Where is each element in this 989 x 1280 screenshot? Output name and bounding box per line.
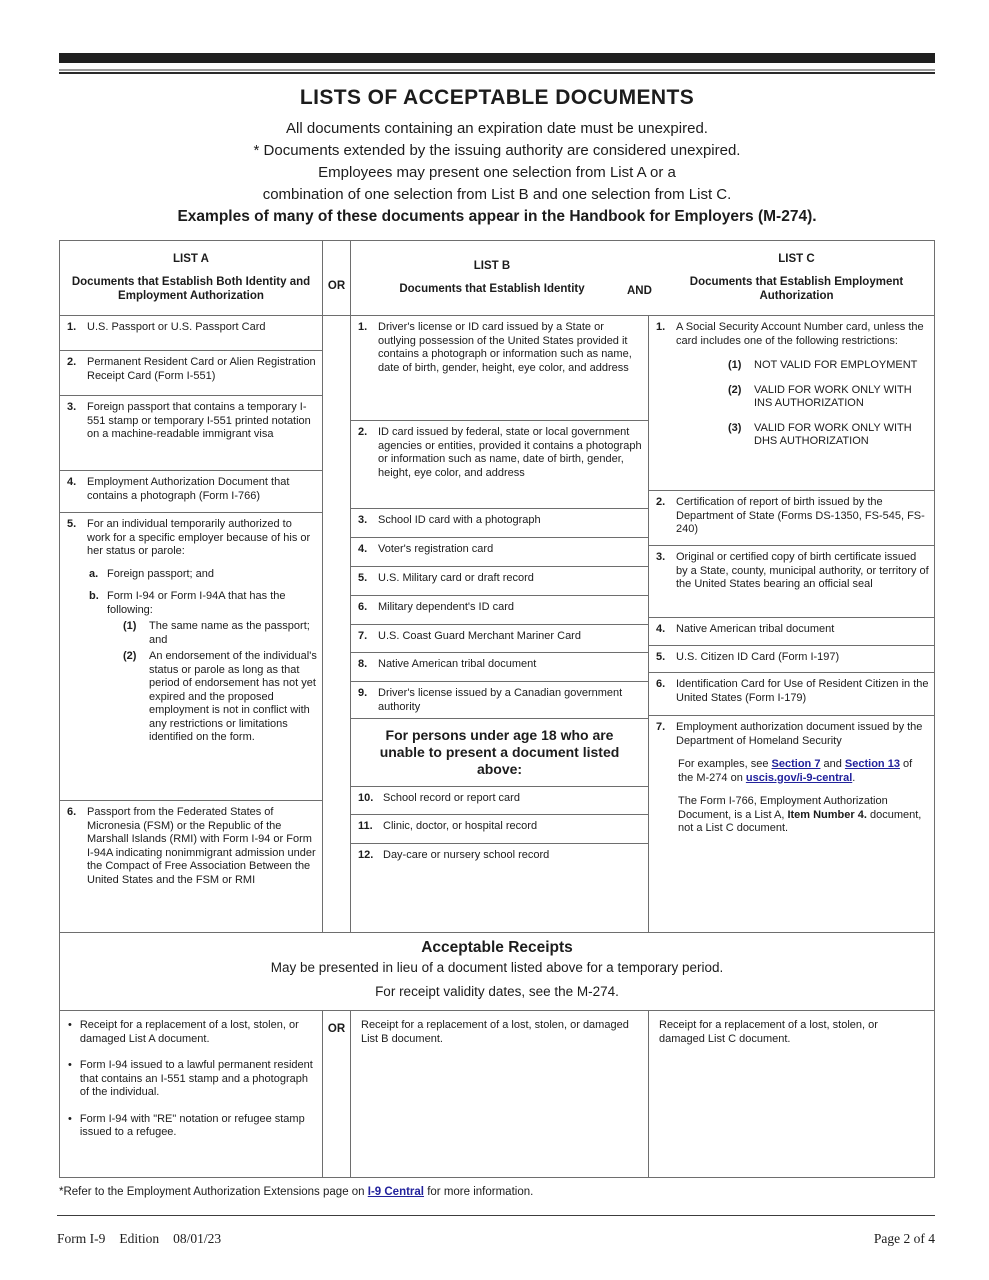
list-b-c-header-cells bbox=[351, 241, 934, 315]
list-c-restriction-1: (1) NOT VALID FOR EMPLOYMENT bbox=[728, 359, 918, 371]
receipts-list-a-bullet-1: • Receipt for a replacement of a lost, stolen, or damaged List A document. bbox=[68, 1019, 299, 1045]
list-c-restriction-3: (3) VALID FOR WORK ONLY WITH DHS AUTHORIZATION bbox=[728, 421, 912, 447]
section-13-link[interactable]: Section 13 bbox=[844, 758, 900, 770]
acceptable-receipts-line-2: For receipt validity dates, see the M-274. bbox=[375, 984, 619, 1000]
list-b-item-10: 10. School record or report card bbox=[351, 787, 648, 815]
receipts-list-c-cell: Receipt for a replacement of a lost, stolen, or damaged List C document. bbox=[659, 1019, 878, 1045]
list-c-item-1: 1. A Social Security Account Number card, unless the card includes one of the following restrictions: (1) NOT VALID FOR EMPLOYMENT (2) VALID FOR WORK ONLY WITH INS AUTHORIZATION (3) VALID FOR WORK ONLY WITH DHS AUTHORIZATION bbox=[649, 316, 934, 491]
list-a-item-1: 1. U.S. Passport or U.S. Passport Card bbox=[60, 316, 322, 351]
list-a-item-5-text: For an individual temporarily authorized to work for a specific employer because of his or her status or parole: bbox=[87, 518, 311, 557]
list-c-item-7-examples: For examples, see Section 7 and Section 13 of the M-274 on uscis.gov/i-9-central. bbox=[678, 758, 913, 784]
or-spacer-column bbox=[323, 316, 351, 932]
list-b-item-4: 4. Voter's registration card bbox=[351, 538, 648, 567]
header-bold-note: Examples of many of these documents appear in the Handbook for Employers (M-274). bbox=[177, 208, 817, 225]
list-a-item-6: 6. Passport from the Federated States of Micronesia (FSM) or the Republic of the Marshall Islands (RMI) with Form I-94 or Form I-94A indicating nonimmigrant admission under the Compact of Free Association Between the United States and the FSM or RMI bbox=[67, 806, 316, 886]
footer-rule bbox=[57, 1215, 935, 1216]
or-header-cell: OR bbox=[323, 241, 351, 315]
list-b-item-3: 3. School ID card with a photograph bbox=[351, 509, 648, 538]
list-b-under18-header: For persons under age 18 who are unable to present a document listed above: bbox=[351, 719, 648, 787]
list-c-item-7: 7. Employment authorization document issued by the Department of Homeland Security For examples, see Section 7 and Section 13 of the M-274 on uscis.gov/i-9-central. The Form I-766, Employment Authorization Document, is a List A, Item Number 4. document, not a List C document. bbox=[649, 716, 934, 932]
header-line-2: * Documents extended by the issuing authority are considered unexpired. bbox=[253, 142, 741, 159]
list-b-header-cell bbox=[351, 241, 649, 315]
page-footer bbox=[57, 1231, 935, 1247]
list-c-item-7-text: Employment authorization document issued by the Department of Homeland Security bbox=[676, 721, 923, 747]
list-c-item-2: 2. Certification of report of birth issued by the Department of State (Forms DS-1350, FS-545, FS-240) bbox=[649, 491, 934, 546]
extensions-footnote: *Refer to the Employment Authorization Extensions page on I-9 Central for more information. bbox=[59, 1186, 534, 1198]
edition-date: 08/01/23 bbox=[173, 1231, 222, 1246]
form-number: Form I-9 bbox=[57, 1231, 106, 1246]
header-line-1: All documents containing an expiration date must be unexpired. bbox=[286, 120, 708, 137]
list-b-column bbox=[351, 316, 649, 932]
list-a-title: LIST A bbox=[173, 252, 209, 265]
bullet-icon: • bbox=[68, 1059, 72, 1071]
top-rule-gray bbox=[59, 69, 935, 71]
page-number: Page 2 of 4 bbox=[873, 1231, 935, 1246]
list-b-item-2: 2. ID card issued by federal, state or local government agencies or entities, provided it contains a photograph or information such as name, date of birth, gender, height, eye color, and address bbox=[351, 421, 648, 509]
footer-left bbox=[57, 1231, 221, 1247]
list-a-item-5a: a. Foreign passport; and bbox=[89, 567, 215, 580]
and-label: AND bbox=[627, 285, 652, 297]
uscis-i9-central-link[interactable]: uscis.gov/i-9-central bbox=[745, 771, 853, 784]
receipts-list-b-cell: Receipt for a replacement of a lost, stolen, or damaged List B document. bbox=[351, 1011, 649, 1177]
header-line-3: Employees may present one selection from List A or a bbox=[318, 164, 676, 181]
list-a-item-4: 4. Employment Authorization Document that contains a photograph (Form I-766) bbox=[60, 471, 322, 513]
header-line-4: combination of one selection from List B and one selection from List C. bbox=[262, 186, 732, 203]
list-b-item-11: 11. Clinic, doctor, or hospital record bbox=[351, 815, 648, 844]
list-c-header-cell bbox=[649, 241, 934, 315]
list-c-column bbox=[649, 316, 934, 932]
top-rule-black bbox=[59, 72, 935, 74]
top-black-bar bbox=[59, 53, 935, 63]
list-a-item-5: 5. For an individual temporarily authorized to work for a specific employer because of his or her status or parole: a. Foreign passport; and b. Form I-94 or Form I-94A that has the following: (1) The same name as the passport; and (2) An endorsement of the individual's status or parole as long as that period of endorsement has not yet expired and the proposed employment is not in conflict with any restrictions or limitations identified on the form. bbox=[60, 513, 322, 801]
list-b-item-7: 7. U.S. Coast Guard Merchant Mariner Card bbox=[351, 625, 648, 653]
list-b-subtitle: Documents that Establish Identity bbox=[399, 283, 585, 296]
list-b-item-5: 5. U.S. Military card or draft record bbox=[351, 567, 648, 596]
list-b-item-9: 9. Driver's license issued by a Canadian government authority bbox=[351, 682, 648, 719]
page-title: LISTS OF ACCEPTABLE DOCUMENTS bbox=[299, 86, 695, 109]
receipts-list-a-bullet-3: • Form I-94 with "RE" notation or refugee stamp issued to a refugee. bbox=[68, 1112, 305, 1138]
list-c-title: LIST C bbox=[778, 252, 815, 265]
acceptable-documents-table bbox=[59, 240, 935, 1178]
section-7-link[interactable]: Section 7 bbox=[771, 758, 821, 770]
list-b-item-12: 12. Day-care or nursery school record bbox=[358, 849, 550, 861]
edition-label: Edition bbox=[119, 1231, 160, 1246]
list-a-header-cell bbox=[60, 241, 323, 315]
receipts-list-a-bullet-2: • Form I-94 issued to a lawful permanent resident that contains an I-551 stamp and a photograph of the individual. bbox=[68, 1059, 313, 1098]
receipts-list-a-cell bbox=[60, 1011, 323, 1177]
acceptable-receipts-line-1: May be presented in lieu of a document listed above for a temporary period. bbox=[270, 960, 724, 976]
list-a-item-5b: b. Form I-94 or Form I-94A that has the following: (1) The same name as the passport; and (2) An endorsement of the individual's status or parole as long as that period of endorsement has not yet expired and the proposed employment is not in conflict with any restrictions or limitations identified on the form. bbox=[89, 590, 317, 743]
list-a-item-3: 3. Foreign passport that contains a temporary I-551 stamp or temporary I-551 printed notation on a machine-readable immigrant visa bbox=[60, 396, 322, 471]
list-c-item-7-note: The Form I-766, Employment Authorization Document, is a List A, Item Number 4. document, not a List C document. bbox=[678, 795, 922, 834]
list-b-title: LIST B bbox=[473, 259, 511, 272]
list-b-item-1: 1. Driver's license or ID card issued by a State or outlying possession of the United States provided it contains a photograph or information such as name, date of birth, gender, height, eye color, and address bbox=[351, 316, 648, 421]
list-a-subtitle: Documents that Establish Both Identity and Employment Authorization bbox=[71, 276, 311, 303]
list-c-item-6: 6. Identification Card for Use of Resident Citizen in the United States (Form I-179) bbox=[649, 673, 934, 716]
list-a-item-5b1: (1) The same name as the passport; and bbox=[123, 620, 310, 646]
i9-central-link[interactable]: I-9 Central bbox=[367, 1186, 425, 1198]
page-header bbox=[59, 86, 935, 226]
list-b-item-8: 8. Native American tribal document bbox=[351, 653, 648, 682]
list-c-item-3: 3. Original or certified copy of birth certificate issued by a State, county, municipal authority, or territory of the United States bearing an official seal bbox=[649, 546, 934, 618]
bullet-icon: • bbox=[68, 1019, 72, 1031]
list-a-item-5b2: (2) An endorsement of the individual's status or parole as long as that period of endorsement has not yet expired and the proposed employment is not in conflict with any restrictions or limitations identified on the form. bbox=[123, 650, 317, 743]
list-c-subtitle: Documents that Establish Employment Authorization bbox=[689, 276, 904, 303]
acceptable-receipts-title: Acceptable Receipts bbox=[421, 938, 573, 956]
list-c-item-1-text: A Social Security Account Number card, unless the card includes one of the following restrictions: bbox=[676, 321, 924, 347]
list-a-item-2: 2. Permanent Resident Card or Alien Registration Receipt Card (Form I-551) bbox=[60, 351, 322, 396]
table-header-row bbox=[60, 241, 934, 316]
list-c-item-4: 4. Native American tribal document bbox=[649, 618, 934, 646]
list-a-column bbox=[60, 316, 323, 932]
acceptable-receipts-header bbox=[60, 933, 934, 1011]
bullet-icon: • bbox=[68, 1112, 72, 1125]
table-body-row bbox=[60, 316, 934, 933]
list-b-item-6: 6. Military dependent's ID card bbox=[351, 596, 648, 625]
receipts-or-cell: OR bbox=[323, 1011, 351, 1177]
list-c-item-5: 5. U.S. Citizen ID Card (Form I-197) bbox=[649, 646, 934, 673]
receipts-row bbox=[60, 1011, 934, 1177]
list-c-restriction-2: (2) VALID FOR WORK ONLY WITH INS AUTHORIZATION bbox=[728, 383, 912, 409]
